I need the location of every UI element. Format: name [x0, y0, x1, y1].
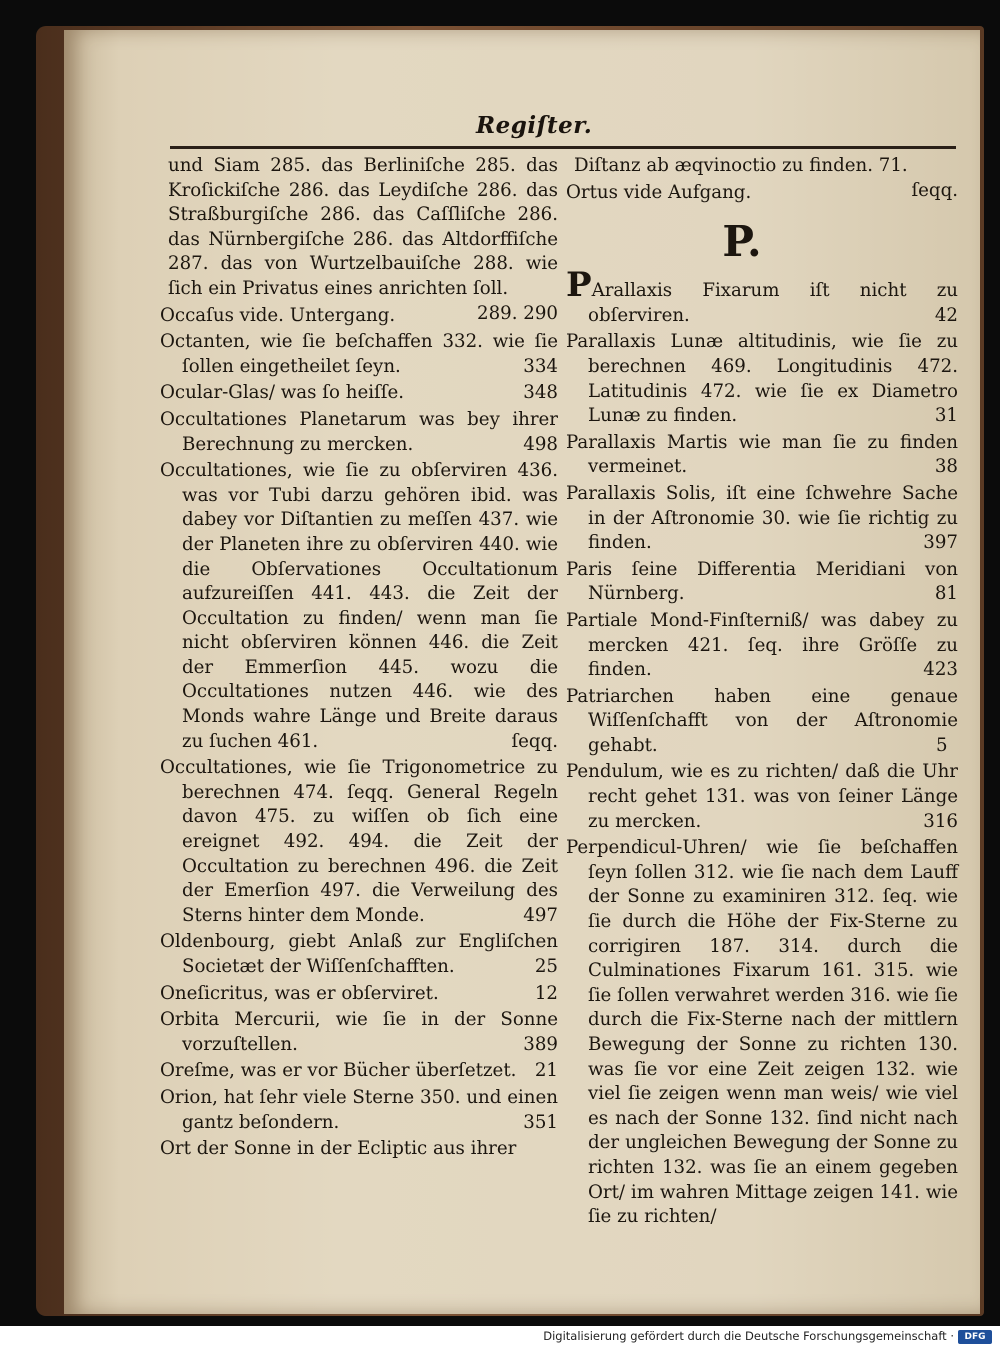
- index-entry-page: 397: [923, 532, 958, 554]
- index-entry: [566, 330, 958, 428]
- index-entry-text: Ort der Sonne in der Ecliptic aus ihrer: [160, 1138, 517, 1160]
- index-entry: [160, 459, 558, 754]
- index-entry: [566, 609, 958, 683]
- index-entry: [160, 982, 558, 1007]
- index-entry: [160, 330, 558, 379]
- index-entry-text: Oreſme, was er vor Bücher überſetzet.: [160, 1060, 517, 1082]
- index-entry: [566, 836, 958, 1230]
- index-entry-page: 498: [523, 433, 558, 455]
- index-entry-text: Occaſus vide. Untergang.: [160, 304, 396, 326]
- index-entry-text: Occultationes, wie ſie Trigonometrice zu berechnen 474. ſeqq. General Regeln davon 475. zu wiſſen ob ſich eine ereignet 492. 494. die Zeit der Occultation zu berechnen 496. die Zeit der Emerſion 497. die Verweilung des Sterns hinter dem Monde.: [160, 757, 558, 926]
- index-entry: [566, 760, 958, 834]
- header-rule: [170, 146, 956, 149]
- index-entry-text: Occultationes Planetarum was bey ihrer Berechnung zu mercken.: [160, 408, 558, 455]
- index-entry-page: 12: [534, 982, 558, 1004]
- index-entry-text: Octanten, wie ſie beſchaffen 332. wie ſie ſollen eingetheilet ſeyn.: [160, 331, 558, 377]
- right-column-entries: [566, 265, 958, 1230]
- index-entry: Patriarchen haben eine genaue Wiſſenſchafft von der Aſtronomie gehabt. 5: [566, 685, 958, 756]
- section-letter: P.: [722, 217, 762, 267]
- index-entry-page: 497: [523, 904, 558, 926]
- index-entry-page: 289. 290: [477, 302, 558, 324]
- index-entry-page: ſeqq.: [511, 730, 558, 752]
- index-entry-page: 42: [934, 304, 958, 326]
- index-entry-text: Perpendicul-Uhren/ wie ſie beſchaffen ſeyn ſollen 312. wie ſie nach dem Lauff der Sonne zu examiniren 312. ſeq. wie ſie durch die Höhe der Fix-Sterne zu corrigiren 187. 314. durch die Culminationes Fixarum 161. 315. wie ſie ſollen verwahret werden 316. wie ſie durch die Fix-Sterne nach der mittlern Bewegung der Sonne zu richten 130. was ſie vor eine Zeit zeigen 132. wie viel ſie zeigen wenn man weis/ wie viel es nach der Sonne 132. ſind nicht nach der ungleichen Bewegung der Sonne zu richten 132. was ſie an einem gegeben Ort/ im wahren Mittage zeigen 141. wie ſie zu richten/: [566, 837, 958, 1228]
- index-entry: [160, 1059, 558, 1084]
- index-entry-page: 334: [523, 355, 558, 377]
- index-entry-page: 81: [934, 583, 958, 605]
- index-entry: [566, 265, 958, 328]
- index-entry-page: 31: [934, 405, 958, 427]
- index-entry: [566, 558, 958, 607]
- index-entry-page: 351: [523, 1111, 558, 1133]
- index-entry: [160, 381, 558, 406]
- index-entry: [566, 431, 958, 480]
- index-entry-text: Pendulum, wie es zu richten/ daß die Uhr recht gehet 131. was von ſeiner Länge zu mercken.: [566, 761, 958, 832]
- index-entry-text: Arallaxis Fixarum iſt nicht zu obſerviren.: [588, 280, 958, 326]
- index-entry-text: Ocular-Glas/ was ſo heiſſe.: [160, 382, 405, 404]
- drop-cap: P: [566, 265, 592, 306]
- index-entry: [566, 181, 958, 206]
- index-entry-page: ſeqq.: [911, 179, 958, 201]
- index-entry-text: Partiale Mond-Finſterniß/ was dabey zu mercken 421. ſeq. ihre Gröſſe zu finden.: [566, 609, 958, 681]
- index-entry-text: Diſtanz ab æqvinoctio zu finden. 71.: [574, 155, 908, 176]
- index-entry-text: Paris ſeine Differentia Meridiani von Nürnberg.: [566, 558, 958, 605]
- index-entry: [160, 1137, 558, 1162]
- index-entry: [160, 1008, 558, 1057]
- index-entry-page: 21: [534, 1060, 558, 1082]
- index-entry-text: Orbita Mercurii, wie ſie in der Sonne vorzuſtellen.: [160, 1009, 558, 1055]
- index-entry: [160, 408, 558, 457]
- index-entry-page: 423: [923, 659, 958, 681]
- index-entry-page: 389: [523, 1033, 558, 1055]
- left-column: [160, 154, 558, 1164]
- index-entry-text: Parallaxis Lunæ altitudinis, wie ſie zu berechnen 469. Longitudinis 472. Latitudinis 472. wie ſie ex Diametro Lunæ zu finden.: [566, 331, 958, 427]
- index-entry: [160, 1086, 558, 1135]
- running-head: Regiſter.: [476, 112, 593, 139]
- index-entry-page: 38: [934, 456, 958, 478]
- index-entry: [160, 930, 558, 979]
- index-entry-text: Patriarchen haben eine genaue Wiſſenſchafft von der Aſtronomie gehabt.: [566, 685, 958, 756]
- index-entry-text: Oneſicritus, was er obſerviret.: [160, 982, 439, 1004]
- footer-credit: Digitalisierung gefördert durch die Deutsche Forschungsgemeinschaft ·: [543, 1329, 954, 1343]
- index-entry-text: Ortus vide Aufgang.: [566, 181, 752, 203]
- right-column-top-entries: [566, 154, 958, 205]
- digitization-footer: [0, 1326, 1000, 1348]
- index-entry: [566, 482, 958, 556]
- index-entry-text: Orion, hat ſehr viele Sterne 350. und einen gantz beſondern.: [160, 1086, 558, 1133]
- index-entry-text: und Siam 285. das Berliniſche 285. das Kroſickiſche 286. das Leydiſche 286. das Straßburgiſche 286. das Caſſliſche 286. das Nürnbergiſche 286. das Altdorffiſche 287. das von Wurtzelbauiſche 288. wie ſich ein Privatus eines anrichten ſoll.: [168, 155, 558, 299]
- right-column: [566, 154, 958, 1232]
- index-entry-text: Parallaxis Martis wie man ſie zu finden vermeinet.: [566, 431, 958, 478]
- dfg-logo: DFG: [958, 1330, 992, 1344]
- index-entry-text: Occultationes, wie ſie zu obſerviren 436. was vor Tubi darzu gehören ibid. was dabey vor Diſtantien zu meſſen 437. wie der Planeten ihre zu obſerviren 440. wie die Obſervationes Occultationum aufzureiſſen 441. 443. die Zeit der Occultation zu finden/ wenn man ſie nicht obſerviren können 446. die Zeit der Emmerſion 445. wozu die Occultationes nutzen 446. wie des Monds wahre Länge und Breite daraus zu ſuchen 461.: [160, 460, 558, 752]
- index-entry-page: 25: [534, 956, 558, 977]
- index-entry: [160, 756, 558, 928]
- index-entry-text: Parallaxis Solis, iſt eine ſchwehre Sache in der Aſtronomie 30. wie ſie richtig zu finden.: [566, 482, 958, 554]
- index-entry-page: 316: [923, 810, 958, 832]
- index-entry-text: Oldenbourg, giebt Anlaß zur Engliſchen Societæt der Wiſſenſchafften.: [160, 931, 558, 977]
- index-entry-page: 348: [523, 382, 558, 404]
